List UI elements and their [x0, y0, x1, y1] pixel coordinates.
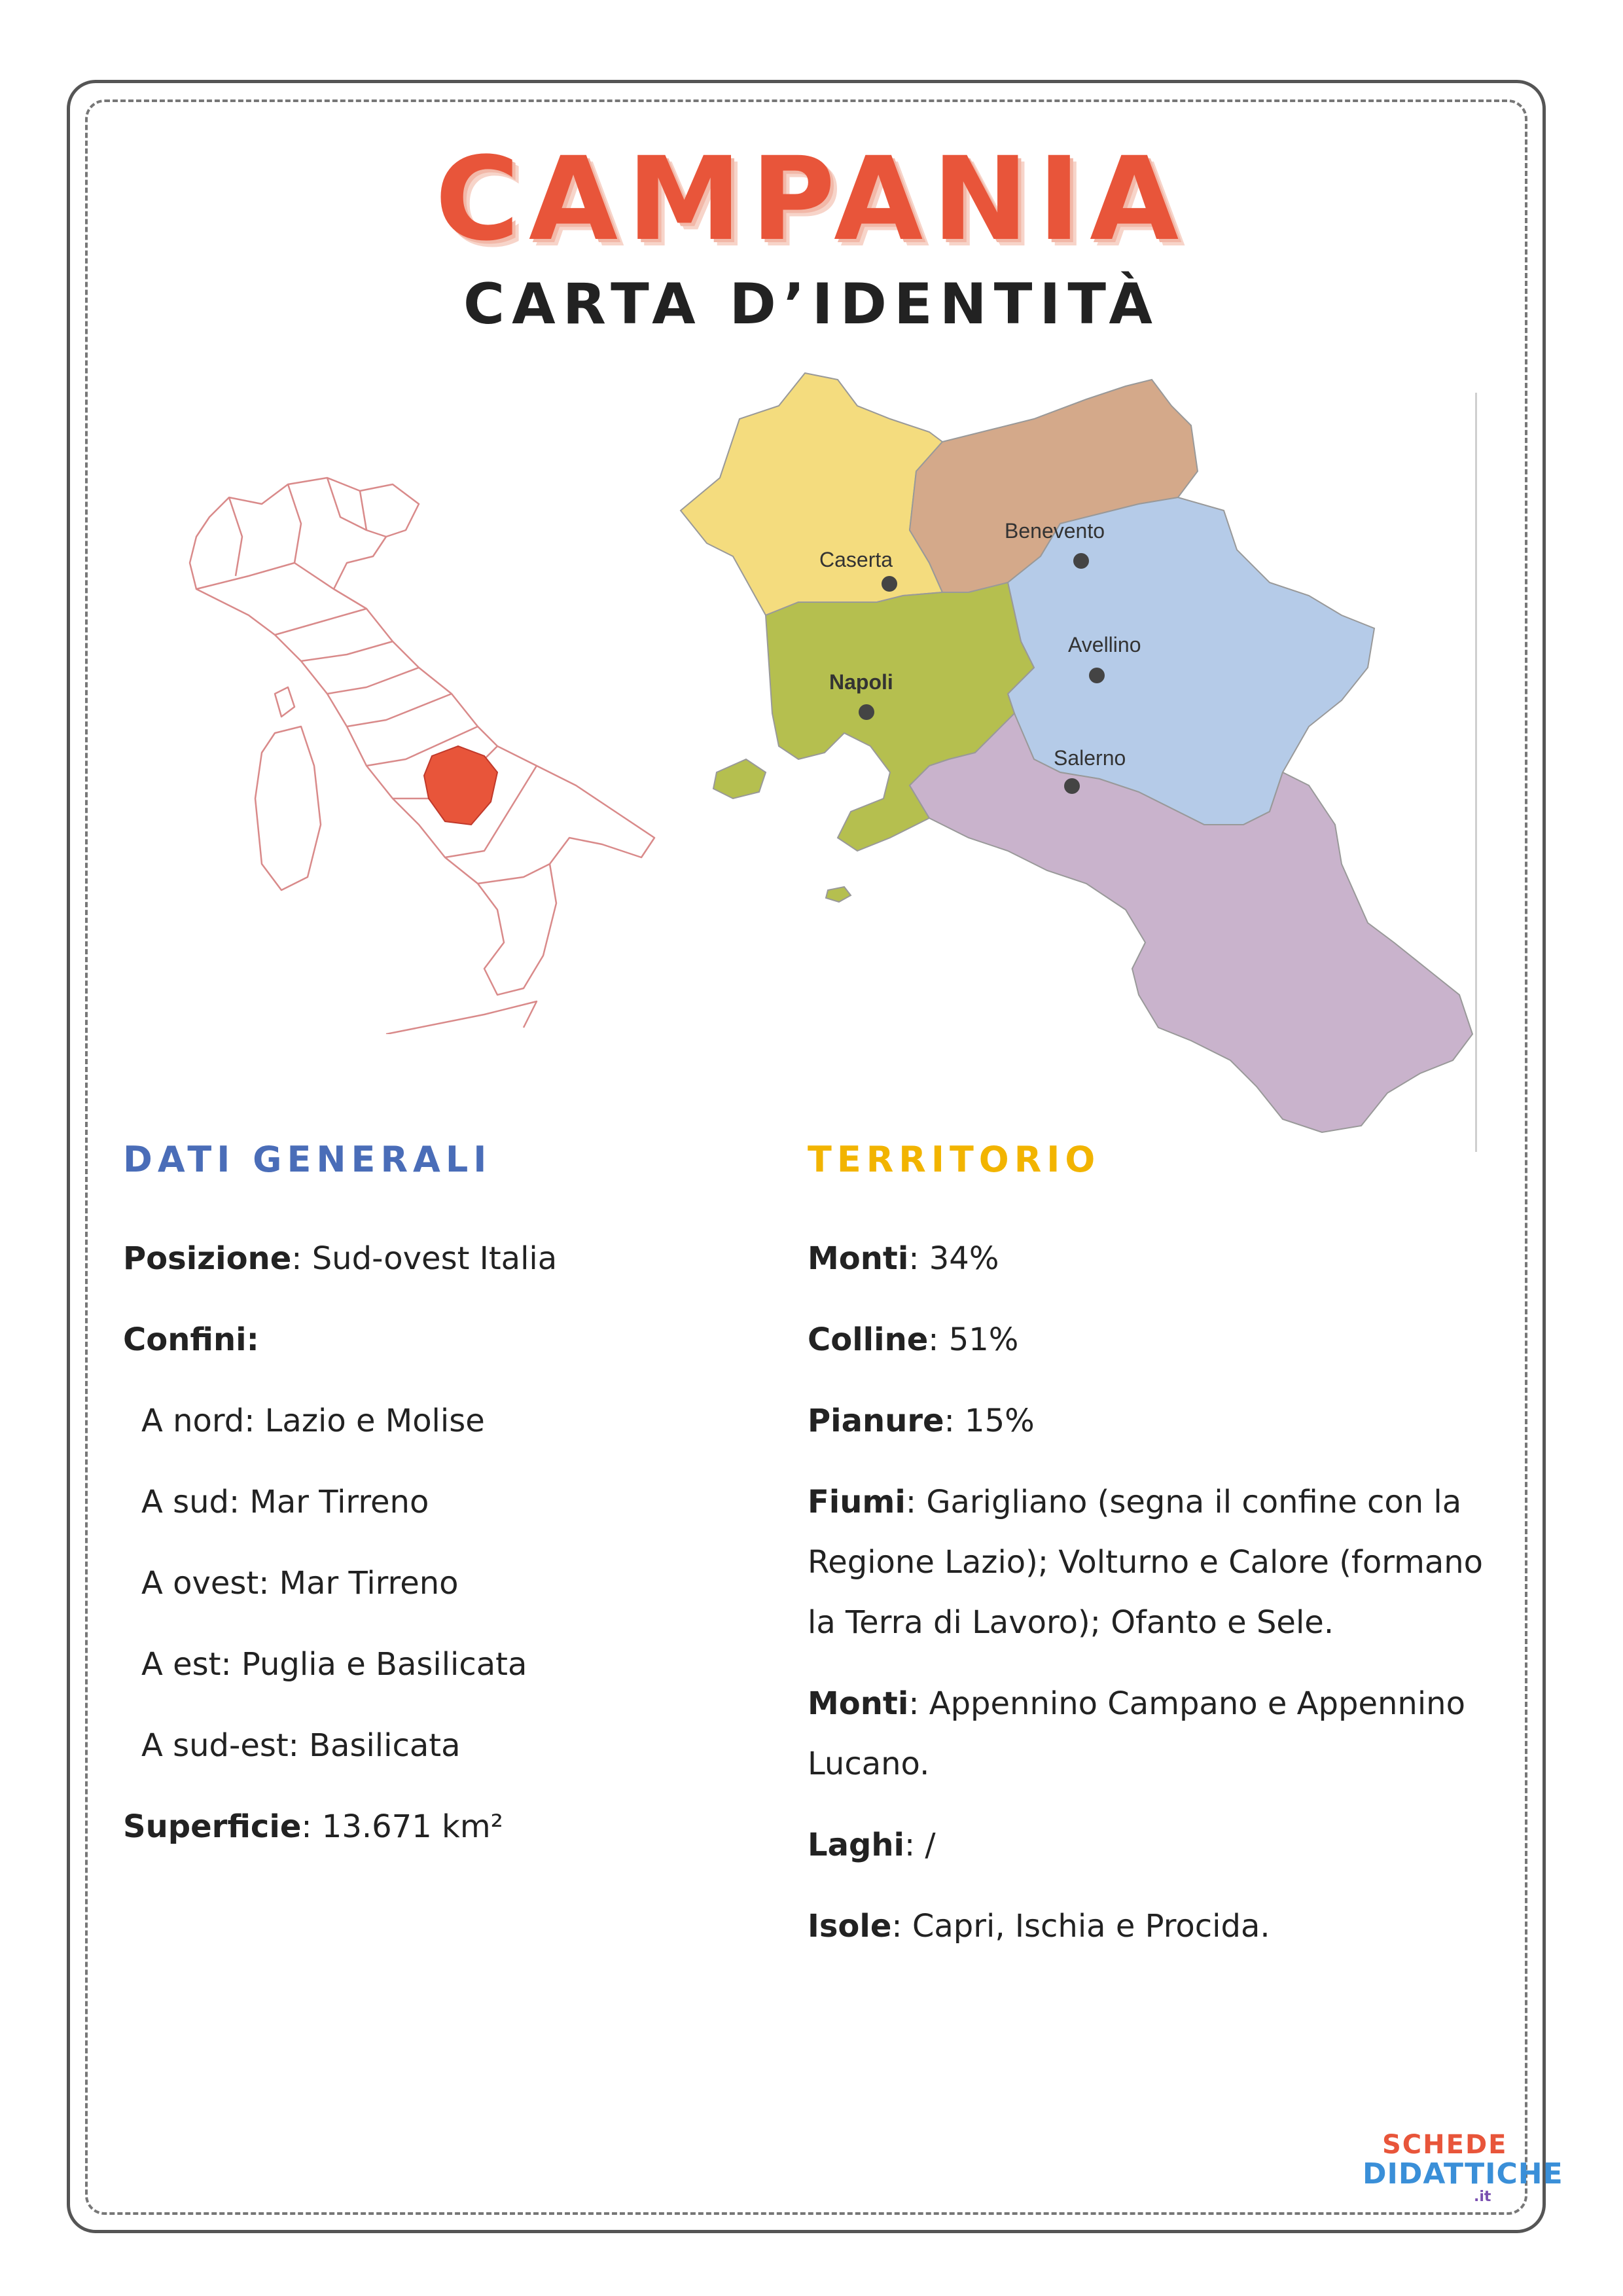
row-label: Pianure	[808, 1402, 944, 1439]
logo-line-1: SCHEDE	[1382, 2130, 1508, 2160]
island-capri	[826, 887, 851, 902]
city-label-napoli: Napoli	[829, 670, 893, 694]
general-row	[123, 1797, 777, 1857]
general-data-heading: DATI GENERALI	[123, 1139, 492, 1180]
territory-heading: TERRITORIO	[808, 1139, 1101, 1180]
territory-row	[808, 1815, 1514, 1875]
island-ischia	[713, 759, 766, 798]
city-label-benevento: Benevento	[1005, 519, 1105, 543]
row-text: A sud: Mar Tirreno	[141, 1483, 429, 1520]
city-label-salerno: Salerno	[1054, 746, 1126, 770]
general-row	[123, 1553, 777, 1613]
italy-outline	[190, 478, 654, 1034]
territory-row	[808, 1391, 1514, 1451]
row-text: A est: Puglia e Basilicata	[141, 1645, 527, 1683]
city-label-caserta: Caserta	[819, 548, 893, 571]
territory-row	[808, 1229, 1514, 1289]
row-label: Isole	[808, 1907, 892, 1945]
row-text: : /	[904, 1826, 936, 1863]
general-row	[123, 1634, 777, 1695]
general-row	[123, 1229, 777, 1289]
row-text: : Capri, Ischia e Procida.	[891, 1907, 1270, 1945]
row-label: Monti	[808, 1240, 909, 1277]
row-text: A sud-est: Basilicata	[141, 1727, 461, 1764]
row-label: Monti	[808, 1685, 909, 1722]
logo-line-3: .it	[1474, 2189, 1491, 2205]
territory-row	[808, 1472, 1514, 1653]
row-label: Confini:	[123, 1321, 259, 1358]
row-label: Posizione	[123, 1240, 292, 1277]
province-caserta	[681, 373, 942, 615]
general-row	[123, 1310, 777, 1370]
map-divider	[1475, 393, 1477, 1152]
territory-row	[808, 1674, 1514, 1794]
territory-row	[808, 1896, 1514, 1956]
row-text: : Appennino Campano e Appennino Lucano.	[808, 1685, 1465, 1782]
logo-line-2: DIDATTICHE	[1363, 2157, 1563, 2191]
italy-locator-map	[170, 458, 694, 1034]
row-label: Laghi	[808, 1826, 904, 1863]
row-text: : 15%	[944, 1402, 1035, 1439]
page-title: CAMPANIA	[435, 132, 1188, 266]
row-text: : 51%	[928, 1321, 1019, 1358]
page-subtitle: CARTA D’IDENTITÀ	[463, 272, 1160, 337]
territory-row	[808, 1310, 1514, 1370]
general-row	[123, 1715, 777, 1776]
general-row	[123, 1391, 777, 1451]
row-text: : Garigliano (segna il confine con la Regione Lazio); Volturno e Calore (formano la Terra di Lavoro); Ofanto e Sele.	[808, 1483, 1484, 1641]
row-label: Fiumi	[808, 1483, 906, 1520]
schede-didattiche-logo	[1363, 2128, 1563, 2207]
row-text: : 34%	[908, 1240, 999, 1277]
row-text: : 13.671 km²	[301, 1808, 503, 1845]
row-text: A ovest: Mar Tirreno	[141, 1564, 459, 1602]
row-label: Superficie	[123, 1808, 302, 1845]
row-text: : Sud-ovest Italia	[291, 1240, 558, 1277]
row-label: Colline	[808, 1321, 929, 1358]
general-data-section	[123, 1139, 777, 1878]
general-row	[123, 1472, 777, 1532]
campania-highlight	[424, 746, 497, 825]
row-text: A nord: Lazio e Molise	[141, 1402, 485, 1439]
territory-section	[808, 1139, 1514, 1977]
campania-provinces-map	[668, 367, 1486, 1152]
city-label-avellino: Avellino	[1068, 633, 1141, 656]
